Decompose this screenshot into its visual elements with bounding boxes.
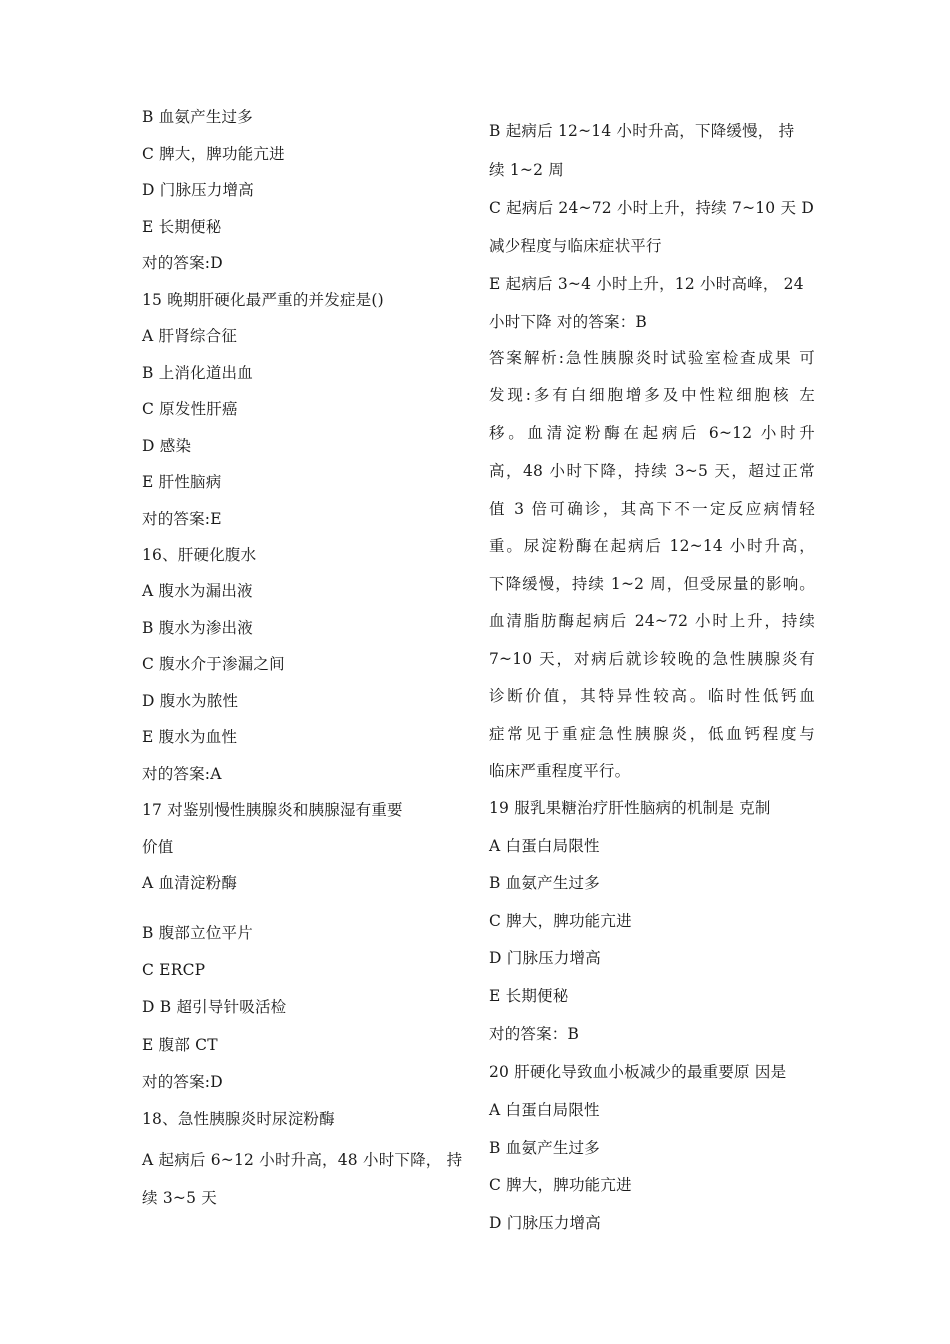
text-line: 诊断价值，其特异性较高。临时性低钙血 (489, 687, 815, 705)
text-line: 对的答案:E (142, 510, 222, 528)
text-line: B 起病后 12~14 小时升高，下降缓慢， 持 (489, 122, 795, 140)
text-line: C 脾大，脾功能亢进 (142, 145, 285, 163)
text-line: A 白蛋白局限性 (489, 1101, 600, 1119)
text-line: A 肝肾综合征 (142, 327, 238, 345)
text-line: 答案解析:急性胰腺炎时试验室检查成果 可 (489, 349, 815, 367)
text-line: A 腹水为漏出液 (142, 582, 253, 600)
text-line: D B 超引导针吸活检 (142, 998, 287, 1016)
text-line: 对的答案:A (142, 765, 222, 783)
text-line: 19 服乳果糖治疗肝性脑病的机制是 克制 (489, 799, 771, 817)
text-line: B 血氨产生过多 (489, 1139, 600, 1157)
text-line: A 白蛋白局限性 (489, 837, 600, 855)
text-line: D 感染 (142, 437, 192, 455)
text-line: 移。血清淀粉酶在起病后 6~12 小时升 (489, 424, 815, 442)
text-line: 对的答案：B (489, 1025, 580, 1043)
text-line: 减少程度与临床症状平行 (489, 237, 662, 255)
text-line: 18、急性胰腺炎时尿淀粉酶 (142, 1110, 335, 1128)
text-line: 重。尿淀粉酶在起病后 12~14 小时升高， (489, 537, 815, 555)
text-line: C 腹水介于渗漏之间 (142, 655, 285, 673)
text-line: C 脾大，脾功能亢进 (489, 1176, 632, 1194)
text-line: B 血氨产生过多 (489, 874, 600, 892)
text-line: 价值 (142, 838, 174, 856)
text-line: E 长期便秘 (489, 987, 569, 1005)
text-line: E 腹水为血性 (142, 728, 238, 746)
text-line: C 脾大，脾功能亢进 (489, 912, 632, 930)
text-line: A 起病后 6~12 小时升高，48 小时下降， 持 (142, 1151, 463, 1169)
text-line: D 门脉压力增高 (142, 181, 254, 199)
text-line: E 起病后 3~4 小时上升，12 小时高峰， 24 (489, 275, 804, 293)
text-line: C 起病后 24~72 小时上升，持续 7~10 天 D (489, 199, 814, 217)
text-line: 下降缓慢，持续 1~2 周，但受尿量的影响。 (489, 575, 815, 593)
text-line: 17 对鉴别慢性胰腺炎和胰腺湿有重要 (142, 801, 403, 819)
text-line: D 门脉压力增高 (489, 949, 601, 967)
text-line: 小时下降 对的答案：B (489, 313, 648, 331)
text-line: 高，48 小时下降，持续 3~5 天，超过正常 (489, 462, 815, 480)
text-line: D 腹水为脓性 (142, 692, 239, 710)
text-line: 值 3 倍可确诊，其高下不一定反应病情轻 (489, 500, 815, 518)
text-line: 20 肝硬化导致血小板减少的最重要原 因是 (489, 1063, 787, 1081)
text-line: B 腹部立位平片 (142, 924, 253, 942)
text-line: C ERCP (142, 961, 206, 979)
text-line: 16、肝硬化腹水 (142, 546, 257, 564)
text-line: 续 1~2 周 (489, 161, 564, 179)
text-line: B 上消化道出血 (142, 364, 253, 382)
text-line: 血清脂肪酶起病后 24~72 小时上升，持续 (489, 612, 815, 630)
text-line: E 长期便秘 (142, 218, 222, 236)
text-line: 对的答案:D (142, 1073, 223, 1091)
text-line: 发现:多有白细胞增多及中性粒细胞核 左 (489, 386, 815, 404)
text-line: 续 3~5 天 (142, 1189, 217, 1207)
text-line: 15 晚期肝硬化最严重的并发症是() (142, 291, 384, 309)
text-line: E 腹部 CT (142, 1036, 218, 1054)
text-line: 7~10 天，对病后就诊较晚的急性胰腺炎有 (489, 650, 815, 668)
text-line: 对的答案:D (142, 254, 223, 272)
text-line: B 腹水为渗出液 (142, 619, 253, 637)
text-line: E 肝性脑病 (142, 473, 222, 491)
text-line: C 原发性肝癌 (142, 400, 238, 418)
text-line: B 血氨产生过多 (142, 108, 253, 126)
text-line: 临床严重程度平行。 (489, 762, 631, 780)
text-line: A 血清淀粉酶 (142, 874, 238, 892)
text-line: D 门脉压力增高 (489, 1214, 601, 1232)
text-line: 症常见于重症急性胰腺炎，低血钙程度与 (489, 725, 815, 743)
